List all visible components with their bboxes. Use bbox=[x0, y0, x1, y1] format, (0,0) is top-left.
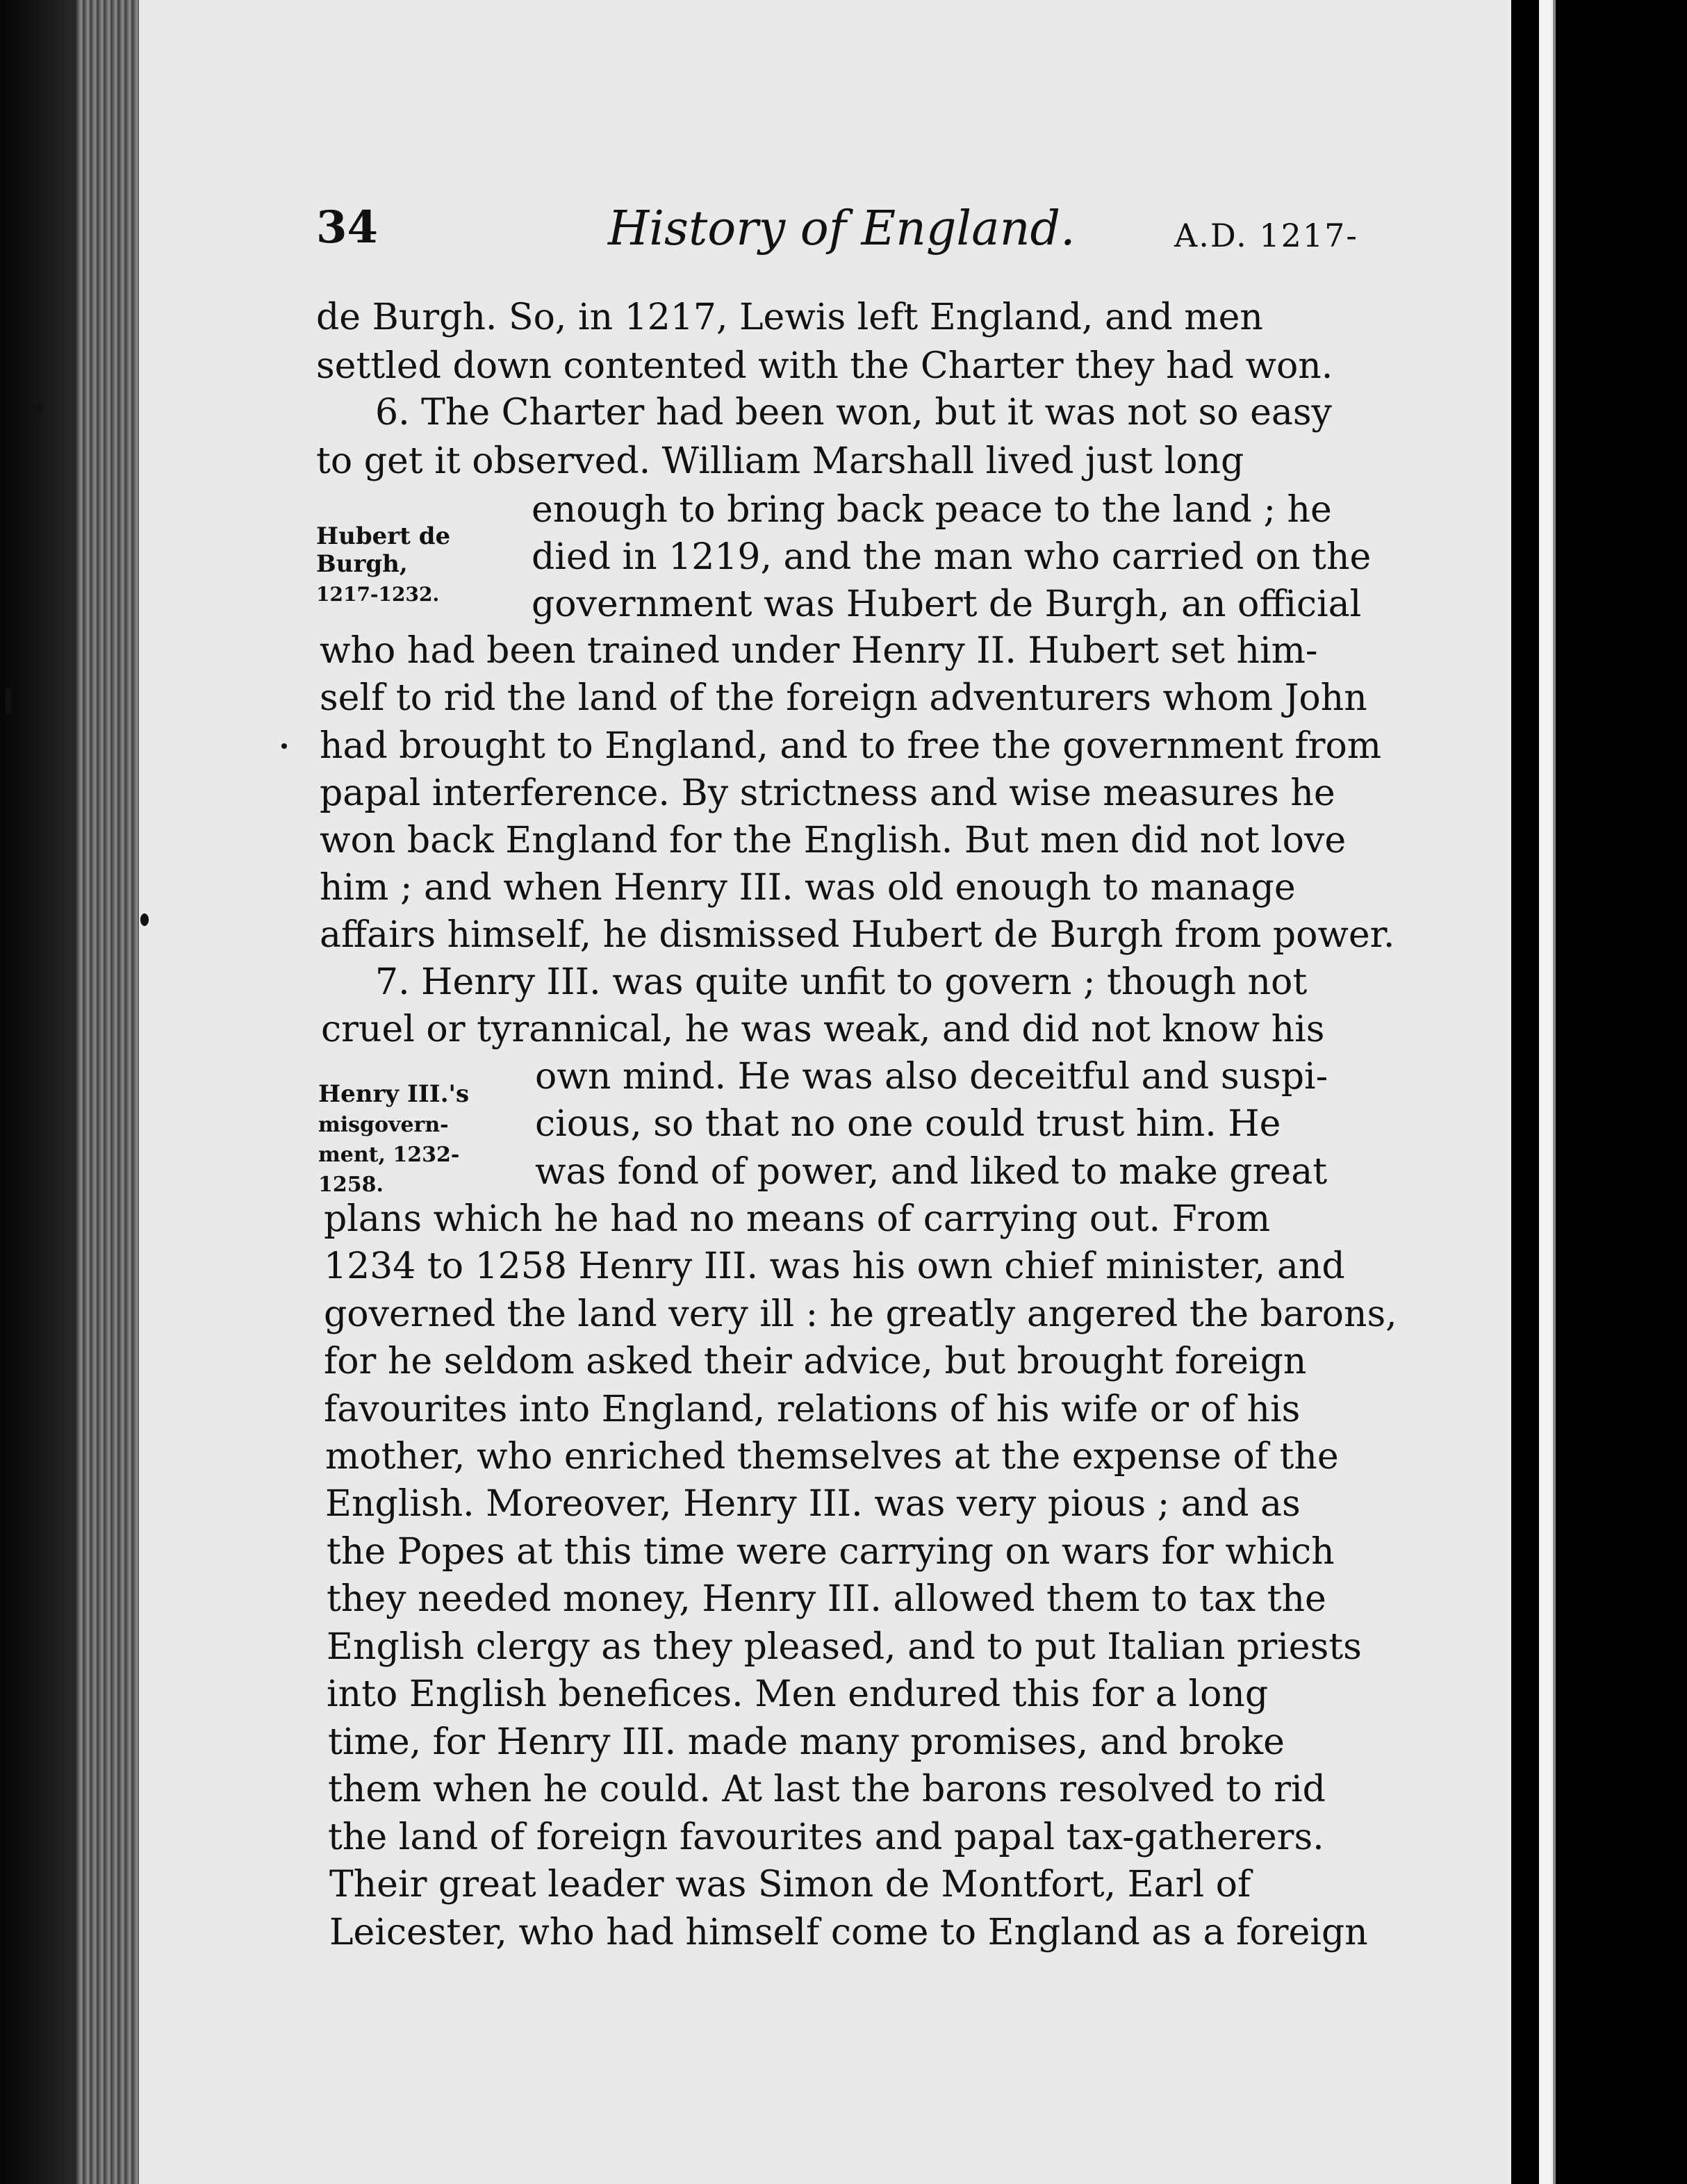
text-line: won back England for the English. But men did not love bbox=[320, 820, 1347, 861]
sidenote-line: Burgh, bbox=[316, 550, 408, 578]
facing-page-shadow bbox=[1553, 0, 1556, 2184]
sidenote-line: ment, 1232- bbox=[318, 1143, 460, 1167]
running-title: History of England. bbox=[608, 201, 1076, 256]
facing-page-edge bbox=[1539, 0, 1553, 2184]
text-line: into English benefices. Men endured this for a long bbox=[327, 1673, 1269, 1715]
text-line: cruel or tyrannical, he was weak, and did not know his bbox=[321, 1009, 1325, 1050]
scan-border-right bbox=[1511, 0, 1687, 2184]
text-line: 7. Henry III. was quite unfit to govern ; though not bbox=[375, 961, 1308, 1003]
text-line: him ; and when Henry III. was old enough to manage bbox=[320, 867, 1296, 909]
text-line: they needed money, Henry III. allowed them to tax the bbox=[327, 1578, 1326, 1620]
stray-mark bbox=[140, 913, 149, 926]
text-line: them when he could. At last the barons resolved to rid bbox=[328, 1769, 1326, 1810]
text-line: papal interference. By strictness and wise measures he bbox=[320, 772, 1335, 814]
sidenote-line: Henry III.'s bbox=[318, 1080, 470, 1108]
stray-mark bbox=[33, 403, 42, 414]
text-line: settled down contented with the Charter they had won. bbox=[316, 345, 1333, 387]
stray-mark bbox=[6, 688, 11, 715]
scan-border-left bbox=[0, 0, 76, 2184]
text-line: had brought to England, and to free the government from bbox=[320, 725, 1382, 767]
text-line: de Burgh. So, in 1217, Lewis left England, and men bbox=[316, 297, 1263, 338]
text-line: governed the land very ill : he greatly angered the barons, bbox=[324, 1293, 1397, 1335]
text-line: 6. The Charter had been won, but it was not so easy bbox=[375, 392, 1332, 433]
stray-mark bbox=[281, 743, 287, 749]
sidenote-line: Hubert de bbox=[316, 522, 451, 550]
text-line: mother, who enriched themselves at the expense of the bbox=[325, 1436, 1339, 1478]
running-date: A.D. 1217- bbox=[1174, 217, 1358, 254]
text-line: to get it observed. William Marshall lived just long bbox=[316, 440, 1244, 482]
text-line: time, for Henry III. made many promises, and broke bbox=[328, 1721, 1285, 1763]
text-line: own mind. He was also deceitful and suspi- bbox=[535, 1056, 1328, 1098]
text-line: enough to bring back peace to the land ; he bbox=[532, 489, 1332, 531]
text-line: favourites into England, relations of his wife or of his bbox=[324, 1389, 1301, 1430]
text-line: Leicester, who had himself come to England as a foreign bbox=[329, 1912, 1368, 1953]
page-number: 34 bbox=[316, 201, 379, 254]
text-line: 1234 to 1258 Henry III. was his own chief minister, and bbox=[324, 1246, 1345, 1287]
text-line: English clergy as they pleased, and to put Italian priests bbox=[327, 1626, 1362, 1668]
text-line: for he seldom asked their advice, but brought foreign bbox=[324, 1341, 1307, 1382]
text-line: affairs himself, he dismissed Hubert de Burgh from power. bbox=[320, 914, 1395, 956]
text-line: plans which he had no means of carrying out. From bbox=[324, 1198, 1271, 1240]
book-binding-edge bbox=[76, 0, 139, 2184]
text-line: Their great leader was Simon de Montfort, Earl of bbox=[329, 1864, 1251, 1905]
text-line: who had been trained under Henry II. Hubert set him- bbox=[320, 630, 1318, 672]
text-line: was fond of power, and liked to make great bbox=[535, 1151, 1328, 1193]
text-line: cious, so that no one could trust him. He bbox=[535, 1103, 1281, 1145]
text-line: the land of foreign favourites and papal tax-gatherers. bbox=[328, 1817, 1324, 1858]
text-line: self to rid the land of the foreign adventurers whom John bbox=[320, 677, 1367, 719]
text-line: government was Hubert de Burgh, an official bbox=[532, 584, 1362, 625]
text-line: died in 1219, and the man who carried on the bbox=[532, 536, 1372, 578]
sidenote-line: 1217-1232. bbox=[316, 583, 440, 606]
text-line: English. Moreover, Henry III. was very pious ; and as bbox=[325, 1483, 1301, 1525]
text-line: the Popes at this time were carrying on wars for which bbox=[327, 1531, 1335, 1573]
sidenote-line: 1258. bbox=[318, 1173, 384, 1197]
sidenote-line: misgovern- bbox=[318, 1113, 449, 1137]
